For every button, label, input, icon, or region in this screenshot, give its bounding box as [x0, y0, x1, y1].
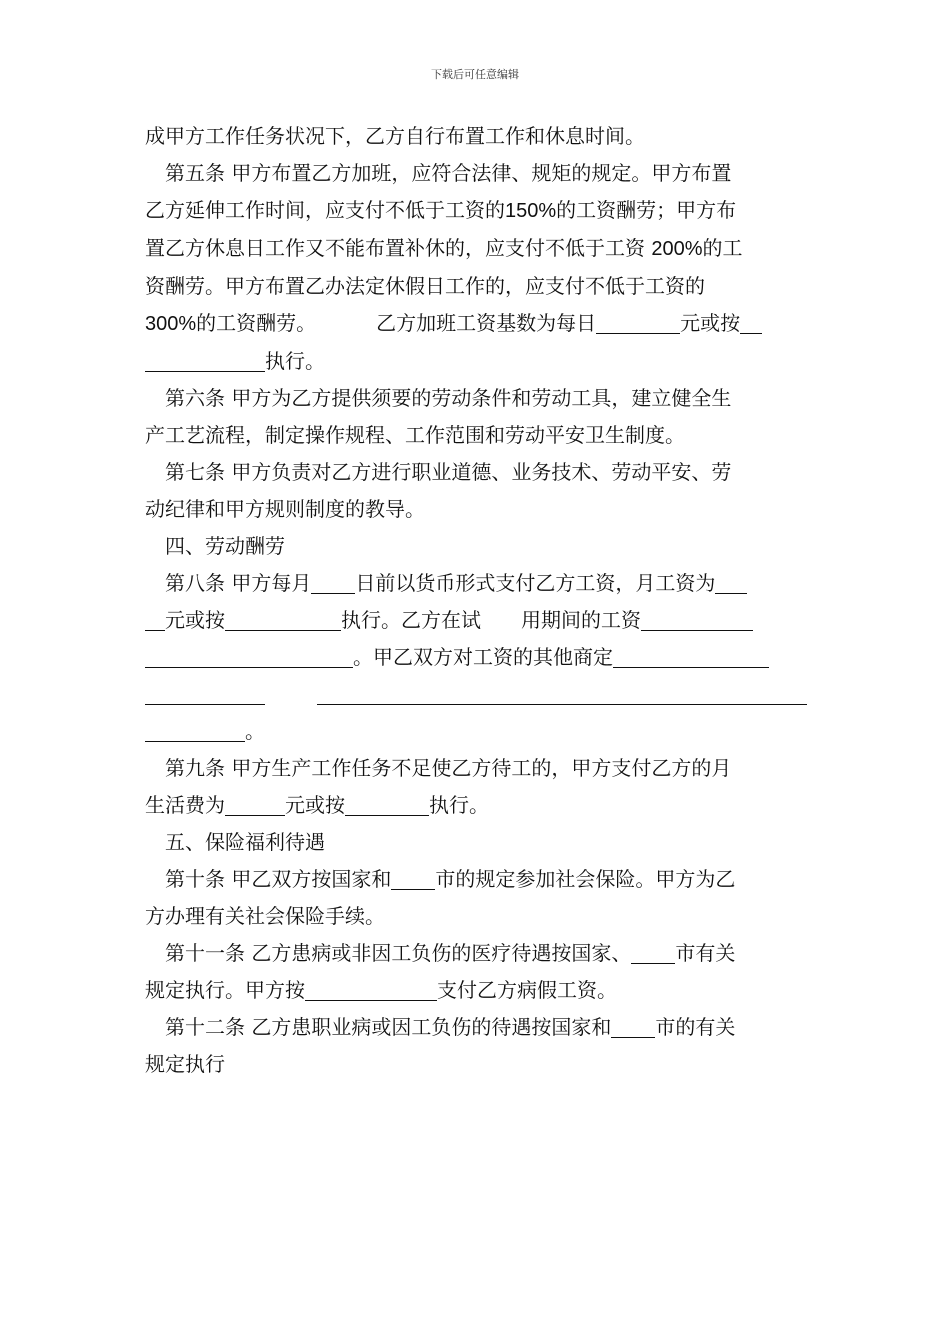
text-line: 乙方延伸工作时间，应支付不低于工资的150%的工资酬劳；甲方布	[145, 198, 737, 222]
text-line: 产工艺流程，制定操作规程、工作范围和劳动平安卫生制度。	[145, 423, 685, 447]
contract-body	[145, 118, 807, 1083]
blank-field[interactable]	[611, 1015, 655, 1038]
clause-5: 第五条 甲方布置乙方加班，应符合法律、规矩的规定。甲方布置	[165, 161, 732, 185]
text-line: 300%的工资酬劳。 乙方加班工资基数为每日 元或按	[145, 305, 807, 343]
text-line: 元或按 执行。乙方在试 用期间的工资	[145, 602, 807, 639]
text-line	[145, 676, 807, 713]
blank-field[interactable]	[145, 645, 353, 668]
page-header: 下载后可任意编辑	[431, 68, 519, 81]
text-line: 。	[145, 713, 807, 750]
blank-field[interactable]	[145, 682, 265, 705]
clause-9: 第九条 甲方生产工作任务不足使乙方待工的，甲方支付乙方的月	[165, 756, 732, 780]
text-line: 执行。	[145, 343, 807, 380]
blank-field[interactable]	[613, 645, 769, 668]
blank-field[interactable]	[145, 349, 265, 372]
text-line: 方办理有关社会保险手续。	[145, 904, 385, 928]
text-line: 动纪律和甲方规则制度的教导。	[145, 497, 425, 521]
text-line: 生活费为 元或按 执行。	[145, 793, 489, 817]
clause-10: 第十条 甲乙双方按国家和 市的规定参加社会保险。甲方为乙	[165, 867, 736, 891]
blank-field[interactable]	[596, 311, 680, 334]
blank-field[interactable]	[740, 311, 762, 334]
blank-field[interactable]	[311, 571, 355, 594]
blank-field[interactable]	[225, 793, 285, 816]
blank-field[interactable]	[391, 867, 435, 890]
section-heading: 四、劳动酬劳	[165, 534, 285, 558]
blank-field[interactable]	[317, 682, 807, 705]
clause-11: 第十一条 乙方患病或非因工负伤的医疗待遇按国家、 市有关	[165, 941, 736, 965]
text-line: 规定执行。甲方按 支付乙方病假工资。	[145, 978, 617, 1002]
blank-field[interactable]	[225, 608, 341, 631]
section-heading: 五、保险福利待遇	[165, 830, 325, 854]
text-line: 。甲乙双方对工资的其他商定	[145, 639, 807, 676]
blank-field[interactable]	[345, 793, 429, 816]
clause-8: 第八条 甲方每月 日前以货币形式支付乙方工资，月工资为	[145, 565, 807, 602]
blank-field[interactable]	[305, 978, 437, 1001]
text-line: 资酬劳。甲方布置乙办法定休假日工作的，应支付不低于工资的	[145, 274, 705, 298]
text-line: 成甲方工作任务状况下，乙方自行布置工作和休息时间。	[145, 124, 645, 148]
blank-field[interactable]	[641, 608, 753, 631]
clause-6: 第六条 甲方为乙方提供须要的劳动条件和劳动工具，建立健全生	[165, 386, 732, 410]
clause-12: 第十二条 乙方患职业病或因工负伤的待遇按国家和 市的有关	[165, 1015, 736, 1039]
blank-field[interactable]	[145, 608, 165, 631]
text-line: 置乙方休息日工作又不能布置补休的，应支付不低于工资 200%的工	[145, 236, 743, 260]
blank-field[interactable]	[631, 941, 675, 964]
blank-field[interactable]	[715, 571, 747, 594]
blank-field[interactable]	[145, 719, 245, 742]
text-line: 规定执行	[145, 1052, 225, 1076]
clause-7: 第七条 甲方负责对乙方进行职业道德、业务技术、劳动平安、劳	[165, 460, 732, 484]
